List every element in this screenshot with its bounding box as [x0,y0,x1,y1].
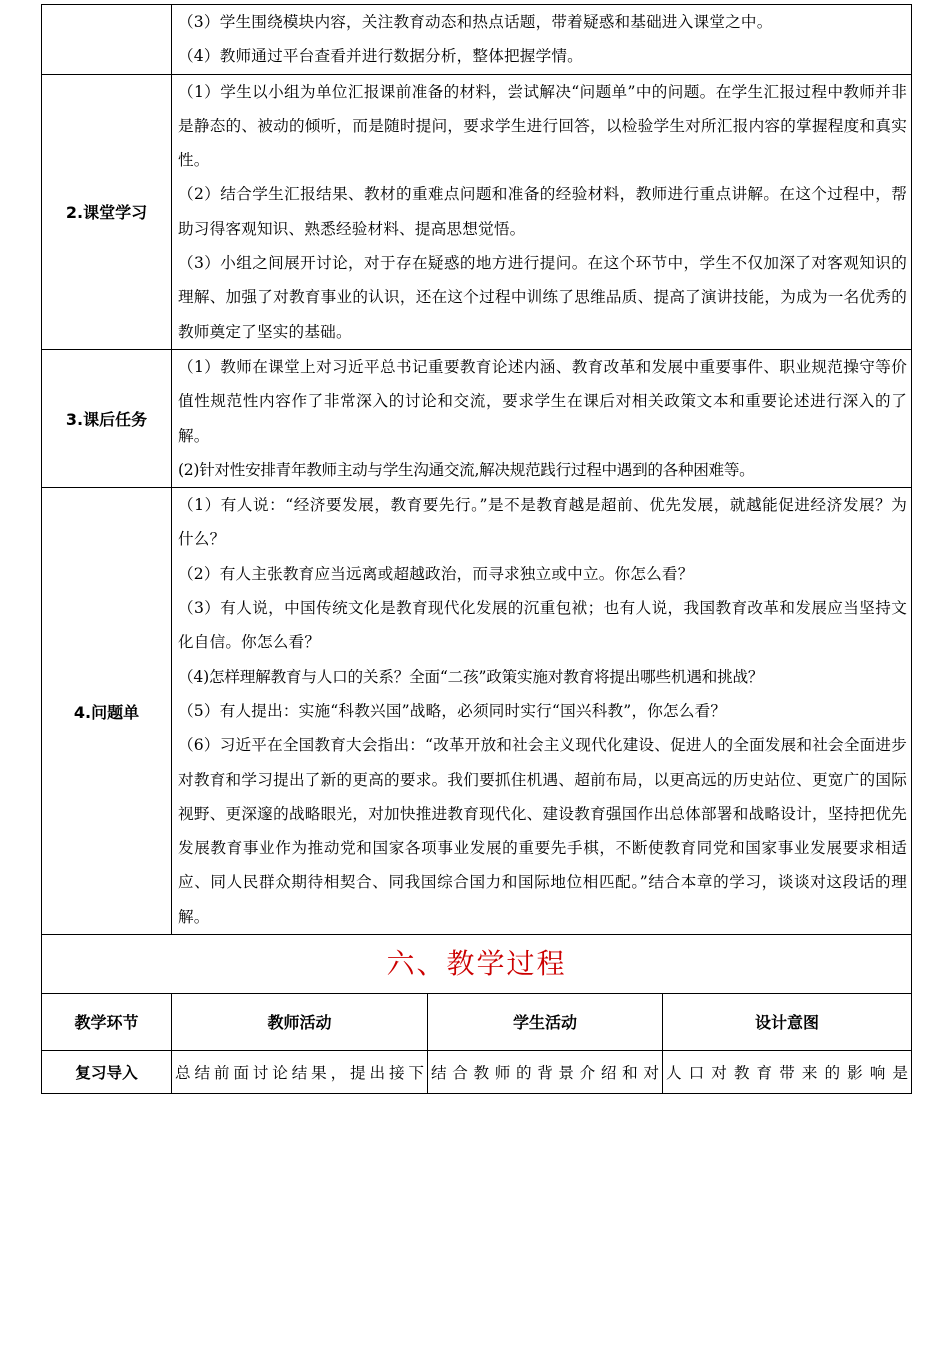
question-item: （3）有人说，中国传统文化是教育现代化发展的沉重包袱；也有人说，我国教育改革和发展应当坚持文化自信。你怎么看？ [178,599,907,652]
document-page [41,4,911,1094]
section-row-classroom [42,74,912,349]
header-cell: 设计意图 [663,993,912,1050]
paragraph: （1）教师在课堂上对习近平总书记重要教育论述内涵、教育改革和发展中重要事件、职业规范操守等价值性规范性内容作了非常深入的讨论和交流，要求学生在课后对相关政策文本和重要论述进行深入的了解。 [178,357,907,445]
teacher-activity-cell: 总结前面讨论结果，提出接下 [172,1050,428,1093]
stage-cell: 复习导入 [42,1050,172,1093]
paragraph: （2）结合学生汇报结果、教材的重难点问题和准备的经验材料，教师进行重点讲解。在这个过程中，帮助习得客观知识、熟悉经验材料、提高思想觉悟。 [178,185,907,238]
header-cell: 教师活动 [172,993,428,1050]
section-row-questions [42,488,912,935]
process-row [42,1050,912,1093]
question-item: （6）习近平在全国教育大会指出：“改革开放和社会主义现代化建设、促进人的全面发展和社会全面进步对教育和学习提出了新的更高的要求。我们要抓住机遇、超前布局，以更高远的历史站位、更宽广的国际视野、更深邃的战略眼光，对加快推进教育现代化、建设教育强国作出总体部署和战略设计，坚持把优先发展教育事业作为推动党和国家各项事业发展的重要先手棋，不断使教育同党和国家事业发展要求相适应、同人民群众期待相契合、同我国综合国力和国际地位相匹配。”结合本章的学习，谈谈对这段话的理解。 [178,736,908,926]
paragraph: （1）学生以小组为单位汇报课前准备的材料，尝试解决“问题单”中的问题。在学生汇报过程中教师并非是静态的、被动的倾听，而是随时提问，要求学生进行回答，以检验学生对所汇报内容的掌握程度和真实性。 [178,82,907,170]
section-label [42,5,172,75]
question-item: （5）有人提出：实施“科教兴国”战略，必须同时实行“国兴科教”，你怎么看？ [178,701,727,720]
section-label: 4.问题单 [42,488,172,935]
paragraph: (2)针对性安排青年教师主动与学生沟通交流,解决规范践行过程中遇到的各种困难等。 [178,460,755,479]
question-item: （2）有人主张教育应当远离或超越政治，而寻求独立或中立。你怎么看？ [178,564,694,583]
paragraph: （3）小组之间展开讨论，对于存在疑惑的地方进行提问。在这个环节中，学生不仅加深了对客观知识的理解、加强了对教育事业的认识，还在这个过程中训练了思维品质、提高了演讲技能，为成为一名优秀的教师奠定了坚实的基础。 [178,254,907,341]
section-label: 2.课堂学习 [42,74,172,349]
student-activity-cell: 结合教师的背景介绍和对 [428,1050,663,1093]
activity-table [41,4,912,994]
process-header-row [42,993,912,1050]
question-item: （4)怎样理解教育与人口的关系？全面“二孩”政策实施对教育将提出哪些机遇和挑战？ [178,667,764,686]
header-cell: 教学环节 [42,993,172,1050]
section-row-pre [42,5,912,75]
section-title: 六、教学过程 [42,935,912,994]
section-title-row [42,935,912,994]
process-table [41,993,912,1094]
paragraph: （4）教师通过平台查看并进行数据分析，整体把握学情。 [178,47,583,66]
design-intent-cell: 人口对教育带来的影响是 [663,1050,912,1093]
question-item: （1）有人说：“经济要发展，教育要先行。”是不是教育越是超前、优先发展，就越能促进经济发展？为什么？ [178,496,907,549]
section-row-homework [42,349,912,487]
section-label: 3.课后任务 [42,349,172,487]
paragraph: （3）学生围绕模块内容，关注教育动态和热点话题，带着疑惑和基础进入课堂之中。 [178,13,773,31]
header-cell: 学生活动 [428,993,663,1050]
